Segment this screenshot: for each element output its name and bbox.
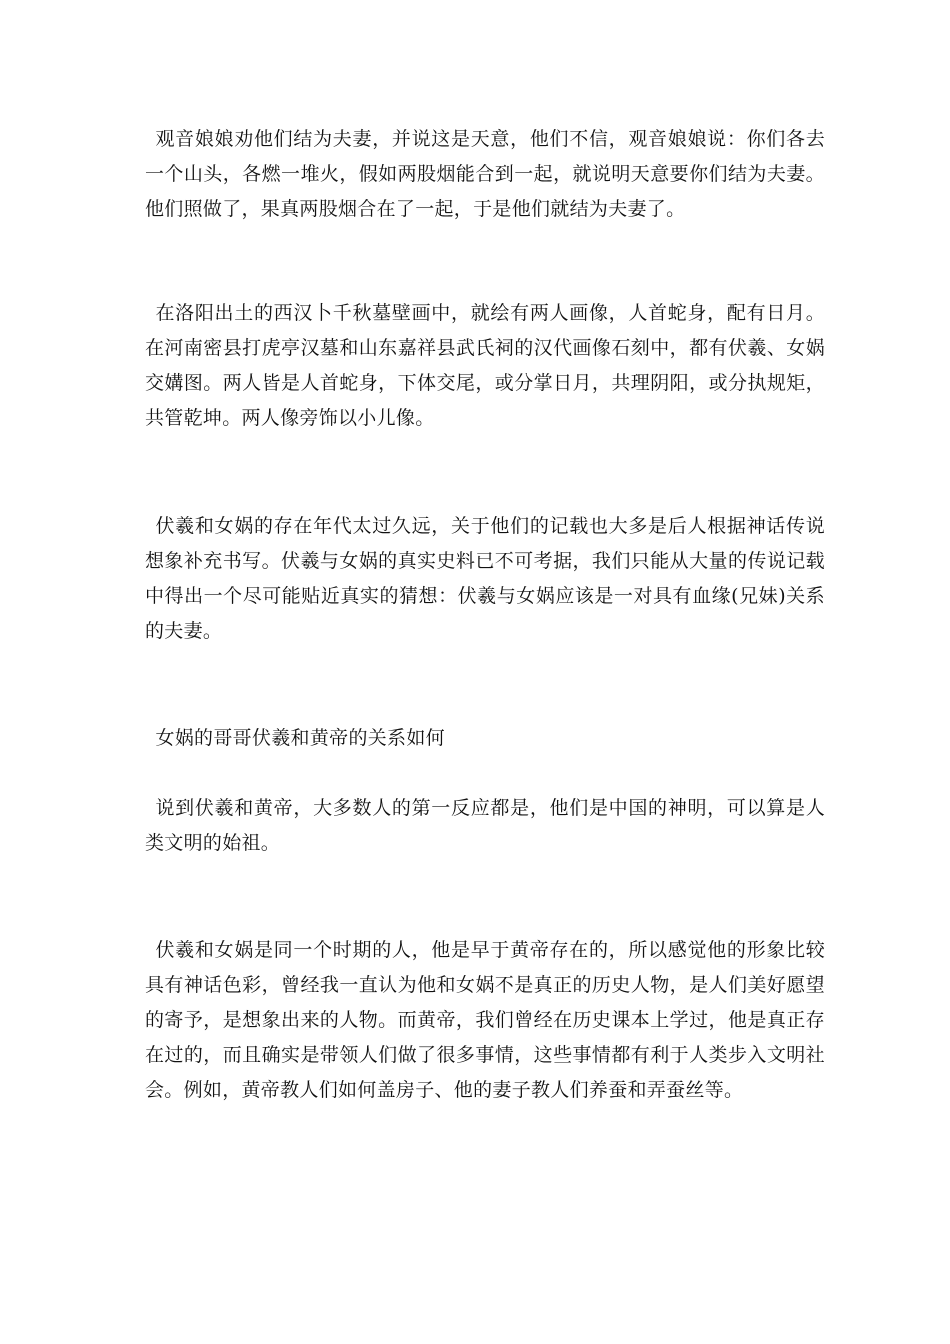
section-heading: 女娲的哥哥伏羲和黄帝的关系如何	[155, 727, 445, 749]
paragraph-fuxi-huangdi-intro: 说到伏羲和黄帝，大多数人的第一反应都是，他们是中国的神明，可以算是人类文明的始祖。	[145, 797, 825, 854]
paragraph-fuxi-nuwa-relationship: 伏羲和女娲的存在年代太过久远，关于他们的记载也大多是后人根据神话传说想象补充书写。伏羲与女娲的真实史料已不可考据，我们只能从大量的传说记载中得出一个尽可能贴近真实的猜想：伏羲与女娲应该是一对具有血缘(兄妹)关系的夫妻。	[145, 515, 825, 642]
paragraph-guanyin-marriage: 观音娘娘劝他们结为夫妻，并说这是天意，他们不信，观音娘娘说：你们各去一个山头，各燃一堆火，假如两股烟能合到一起，就说明天意要你们结为夫妻。他们照做了，果真两股烟合在了一起，于是他们就结为夫妻了。	[145, 128, 825, 220]
paragraph-han-murals: 在洛阳出土的西汉卜千秋墓壁画中，就绘有两人画像，人首蛇身，配有日月。在河南密县打虎亭汉墓和山东嘉祥县武氏祠的汉代画像石刻中，都有伏羲、女娲交媾图。两人皆是人首蛇身，下体交尾，或分掌日月，共理阴阳，或分执规矩，共管乾坤。两人像旁饰以小儿像。	[145, 302, 825, 429]
paragraph-fuxi-huangdi-comparison: 伏羲和女娲是同一个时期的人，他是早于黄帝存在的，所以感觉他的形象比较具有神话色彩，曾经我一直认为他和女娲不是真正的历史人物，是人们美好愿望的寄予，是想象出来的人物。而黄帝，我们曾经在历史课本上学过，他是真正存在过的，而且确实是带领人们做了很多事情，这些事情都有利于人类步入文明社会。例如，黄帝教人们如何盖房子、他的妻子教人们养蚕和弄蚕丝等。	[145, 939, 825, 1101]
